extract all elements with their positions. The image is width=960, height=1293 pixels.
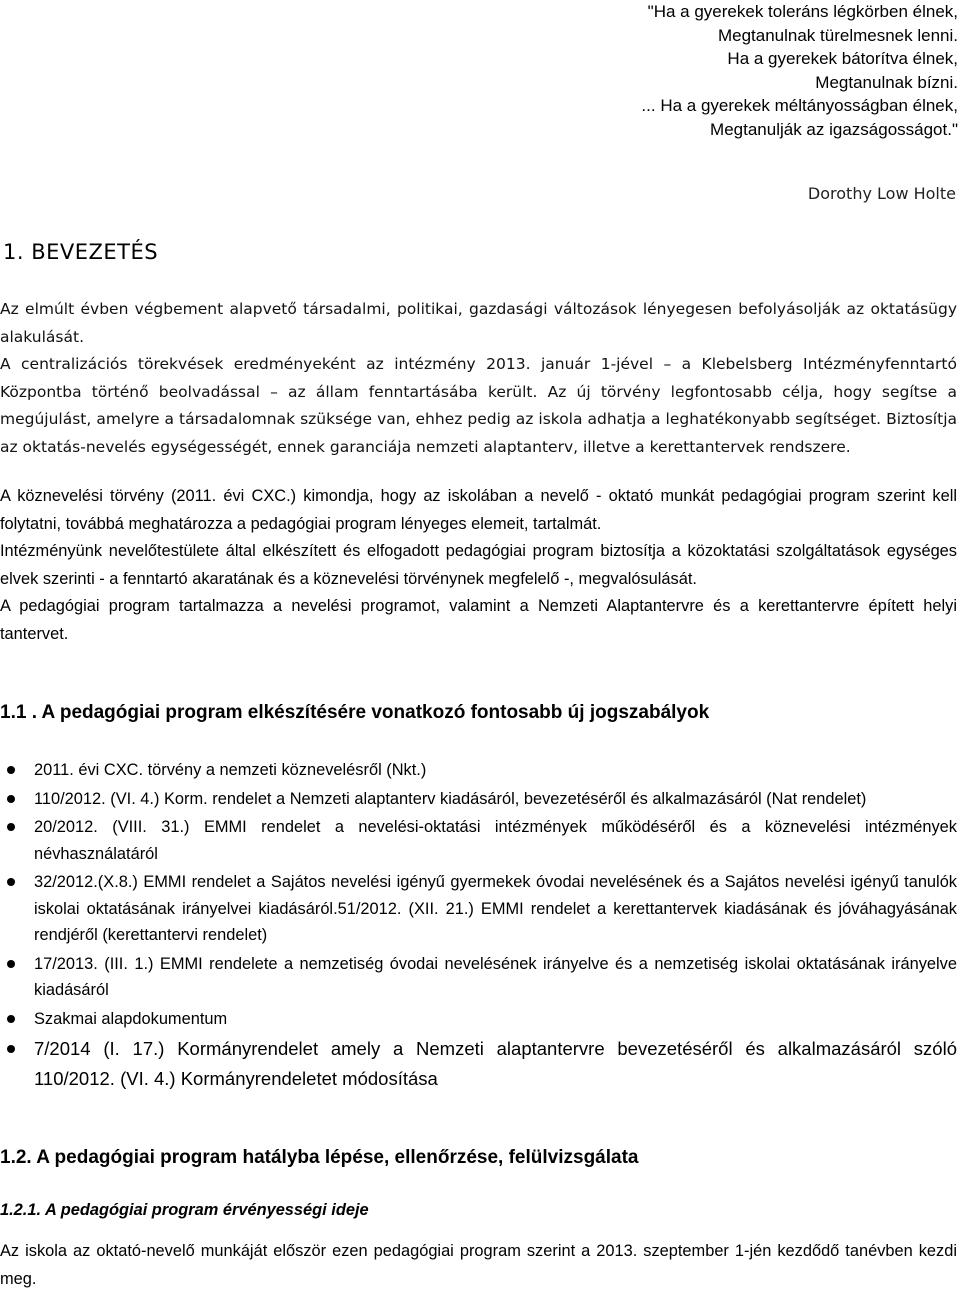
epigraph-line: Megtanulják az igazságosságot." — [710, 119, 958, 139]
epigraph-line: "Ha a gyerekek toleráns légkörben élnek, — [647, 2, 958, 21]
paragraph: Az elmúlt évben végbement alapvető társadalmi, politikai, gazdasági változások lényegesen befolyásolják az oktatásügy alakulását. — [0, 300, 957, 346]
epigraph-quote — [641, 0, 958, 141]
epigraph-line: Megtanulnak bízni. — [815, 72, 958, 92]
body-text — [0, 483, 957, 649]
epigraph-line: Ha a gyerekek bátorítva élnek, — [727, 49, 958, 68]
regulations-list — [0, 757, 957, 1096]
list-item: 17/2013. (III. 1.) EMMI rendelete a nemzetiség óvodai nevelésének irányelve és a nemzetiség iskolai oktatásának irányelve kiadásáról — [0, 951, 957, 1004]
epigraph-line: ... Ha a gyerekek méltányosságban élnek, — [641, 96, 958, 115]
subsection-heading-regulations: 1.1 . A pedagógiai program elkészítésére vonatkozó fontosabb új jogszabályok — [0, 702, 710, 723]
list-item: 110/2012. (VI. 4.) Korm. rendelet a Nemzeti alaptanterv kiadásáról, bevezetéséről és alkalmazásáról (Nat rendelet) — [0, 786, 957, 813]
paragraph: A centralizációs törekvések eredményeként az intézmény 2013. január 1-jével – a Klebelsberg Intézményfenntartó Központba történő beolvadással – az állam fenntartásába került. Az új törvény legfontosabb célja, hogy segítse a megújulást, amelyre a társadalomnak szüksége van, ehhez pedig az iskola adhatja a leghatékonyabb segítséget. Biztosítja az oktatás-nevelés egységességét, ennek garanciája nemzeti alaptanterv, illetve a kerettantervek rendszere. — [0, 355, 957, 456]
list-item: 20/2012. (VIII. 31.) EMMI rendelet a nevelési-oktatási intézmények működéséről és a köznevelési intézmények névhasználatáról — [0, 814, 957, 867]
paragraph: A köznevelési törvény (2011. évi CXC.) kimondja, hogy az iskolában a nevelő - oktató munkát pedagógiai program szerint kell folytatni, továbbá meghatározza a pedagógiai program lényeges elemeit, tartalmát. — [0, 487, 957, 533]
paragraph: Az iskola az oktató-nevelő munkáját először ezen pedagógiai program szerint a 2013. szeptember 1-jén kezdődő tanévben kezdi meg. — [0, 1242, 957, 1288]
subsubsection-heading: 1.2.1. A pedagógiai program érvényességi ideje — [0, 1201, 369, 1219]
list-item: 2011. évi CXC. törvény a nemzeti köznevelésről (Nkt.) — [0, 757, 957, 784]
section-heading-introduction: 1. BEVEZETÉS — [3, 240, 159, 264]
paragraph: A pedagógiai program tartalmazza a nevelési programot, valamint a Nemzeti Alaptantervre és a kerettantervre épített helyi tantervet. — [0, 597, 957, 643]
list-item: 32/2012.(X.8.) EMMI rendelet a Sajátos nevelési igényű gyermekek óvodai nevelésének és a Sajátos nevelési igényű tanulók iskolai oktatásának irányelvei kiadásáról.51/2012. (XII. 21.) EMMI rendelet a kerettantervek kiadásának és jóváhagyásának rendjéről (kerettantervi rendelet) — [0, 869, 957, 949]
list-item: Szakmai alapdokumentum — [0, 1006, 957, 1033]
paragraph: Intézményünk nevelőtestülete által elkészített és elfogadott pedagógiai program biztosítja a közoktatási szolgáltatások egységes elvek szerinti - a fenntartó akaratának és a köznevelési törvénynek megfelelő -, megvalósulását. — [0, 542, 957, 588]
intro-text — [0, 296, 957, 461]
list-item: 7/2014 (I. 17.) Kormányrendelet amely a Nemzeti alaptantervre bevezetéséről és alkalmazásáról szóló 110/2012. (VI. 4.) Kormányrendeletet módosítása — [0, 1034, 957, 1094]
subsection-heading-validity: 1.2. A pedagógiai program hatályba lépése, ellenőrzése, felülvizsgálata — [0, 1147, 639, 1168]
epigraph-author: Dorothy Low Holte — [807, 184, 956, 203]
epigraph-line: Megtanulnak türelmesnek lenni. — [717, 25, 958, 45]
